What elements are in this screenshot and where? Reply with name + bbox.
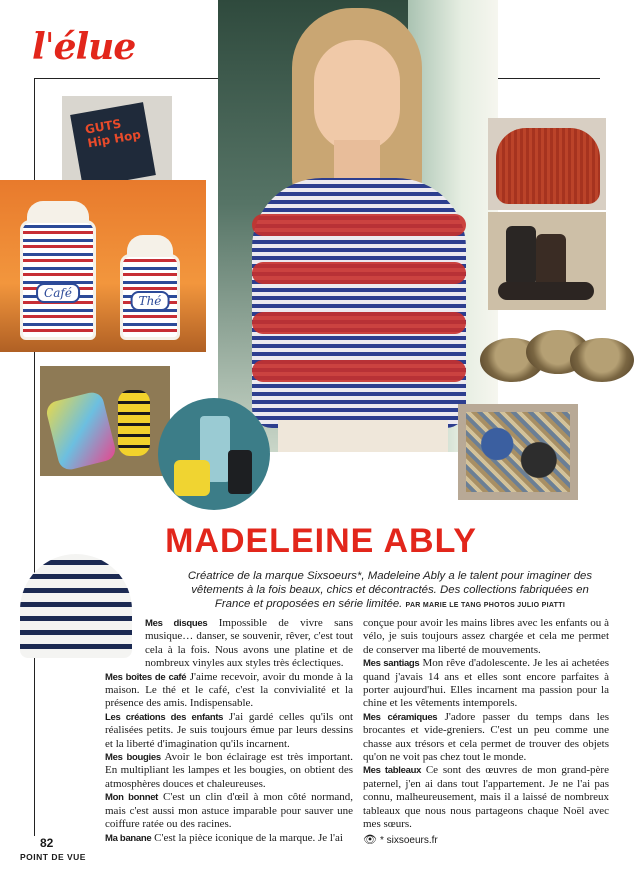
- portrait-trousers: [278, 420, 448, 452]
- paragraph-text: J'ai gardé celles qu'ils ont réalisées petits. Je suis toujours émue par leurs dessins et la liberté d'imagination qu'ils incarnent.: [105, 710, 353, 750]
- kids-creation-shoe: [44, 390, 117, 472]
- photo-painting: [458, 404, 578, 500]
- shirt-wave: [252, 312, 466, 334]
- kids-creation-bee: [118, 390, 150, 456]
- article-intro: [176, 569, 604, 613]
- jar-label-the: Thé: [131, 291, 170, 311]
- shirt-wave: [252, 214, 466, 236]
- article-title: MADELEINE ABLY: [165, 522, 477, 560]
- painting-canvas: [466, 412, 570, 492]
- photo-portrait: [218, 0, 498, 452]
- paragraph-heading: Mes santiags: [363, 658, 420, 670]
- photographer: JULIO PIATTI: [517, 602, 566, 609]
- coffee-jar: [20, 220, 96, 340]
- paragraph-banane: [105, 832, 353, 845]
- photo-records: [62, 96, 172, 182]
- photo-ceramics: [474, 330, 634, 404]
- paragraph-text: Impossible de vivre sans musique… danser, se souvenir, rêver, c'est tout cela à la fois. Nous avons une platine et de nombreux vinyles aux styles très éclectiques.: [145, 617, 354, 670]
- byline-label: PAR: [405, 602, 421, 609]
- photo-santiags: [488, 212, 606, 310]
- paragraph-heading: Mon bonnet: [105, 792, 159, 804]
- paragraph-tableaux: [363, 764, 609, 831]
- paragraph-heading: Ma banane: [105, 832, 152, 844]
- section-title-apostrophe: ': [44, 27, 54, 68]
- section-title: [32, 26, 135, 68]
- paragraph-text: C'est un clin d'œil à mon côté normand, mais c'est aussi mon astuce imparable pour sauver une coiffure ratée ou des racines.: [105, 791, 354, 831]
- shirt-wave: [252, 360, 466, 382]
- paragraph-ceramiques: [363, 711, 609, 765]
- article-column-right: [363, 617, 609, 847]
- paragraph-bougies: [105, 751, 353, 791]
- paragraph-text: C'est la pièce iconique de la marque. Je l'ai: [154, 831, 343, 844]
- paragraph-boites-cafe: [105, 671, 353, 711]
- photo-kids-creations: [40, 366, 170, 476]
- paragraph-heading: Mes bougies: [105, 752, 161, 764]
- byline: [406, 602, 566, 609]
- paragraph-banane-cont: [363, 617, 609, 657]
- paragraph-heading: Mes disques: [145, 618, 208, 629]
- website-link[interactable]: [363, 834, 609, 847]
- paragraph-text: Avoir le bon éclairage est très important. En multipliant les lampes et les bougies, on obtient des atmosphères douces et chaleureuses.: [105, 751, 353, 790]
- intro-text: Créatrice de la marque Sixsoeurs*, Madeleine Ably a le talent pour imaginer des vêtements à la fois beaux, chics et décontractés. Des collections fabriquées en France et proposées en série limitée.: [187, 570, 593, 610]
- jar-lid: [127, 235, 173, 257]
- website-text: * sixsoeurs.fr: [379, 834, 438, 846]
- jar-label-cafe: Café: [36, 283, 80, 303]
- eye-icon: 👁: [363, 833, 377, 846]
- photo-sweater: [488, 118, 606, 210]
- paragraph-bonnet: [105, 791, 353, 831]
- candle-black: [228, 450, 252, 494]
- paragraph-text: J'adore passer du temps dans les brocantes et vide-greniers. C'est un peu comme une chasse aux trésors et cela permet de trouver des objets qu'on ne voit pas chez tout le monde.: [363, 710, 609, 764]
- candle-yellow: [174, 460, 210, 496]
- boot-left: [506, 226, 536, 286]
- paragraph-text: J'aime recevoir, avoir du monde à la maison. Le thé et le café, c'est la convivialité et la présence des amis. Indispensable.: [105, 670, 354, 710]
- paragraph-text: conçue pour avoir les mains libres avec les enfants ou à vélo, je suis toujours assez chargée et cela me permet de conserver ma liberté de mouvements.: [363, 617, 609, 656]
- paragraph-heading: Mes tableaux: [363, 765, 422, 777]
- paragraph-heading: Les créations des enfants: [105, 711, 224, 723]
- portrait-face: [314, 40, 400, 152]
- paragraph-disques: [105, 617, 353, 671]
- record-sleeve-text: GUTS Hip Hop: [83, 116, 142, 151]
- shirt-wave: [252, 262, 466, 284]
- ceramic-bowl: [570, 338, 634, 382]
- sweater-body: [496, 128, 600, 204]
- paragraph-creations-enfants: [105, 711, 353, 751]
- byline-author: MARIE LE TANG: [422, 602, 482, 609]
- paragraph-text: Mon rêve d'adolescente. Je les ai achetées quand j'avais 14 ans et elles sont encore parfaites à porter aujourd'hui. Elles incarnent ma passion pour la chine et les vêtements intemporels.: [363, 657, 609, 710]
- boot-feet: [498, 282, 594, 300]
- section-title-word: élue: [53, 26, 136, 68]
- jar-lid: [27, 201, 89, 223]
- photos-label: PHOTOS: [483, 602, 516, 609]
- paragraph-text: Ce sont des œuvres de mon grand-père paternel, j'en ai dans tout l'appartement. Je ne l'ai pas connu, malheureusement, mais il a laissé de nombreux tableaux que nous nous partageons chaque Noël avec mes sœurs.: [363, 764, 609, 831]
- paragraph-heading: Mes boîtes de café: [105, 671, 187, 683]
- tea-jar: [120, 254, 180, 340]
- page-number: 82: [40, 836, 54, 850]
- section-title-prefix: l: [32, 26, 45, 68]
- photo-coffee-jars: [0, 180, 206, 352]
- article-column-left: [105, 617, 353, 845]
- paragraph-santiags: [363, 657, 609, 711]
- paragraph-heading: Mes céramiques: [363, 711, 438, 723]
- photo-candles: [158, 398, 270, 510]
- magazine-name: POINT DE VUE: [20, 852, 86, 862]
